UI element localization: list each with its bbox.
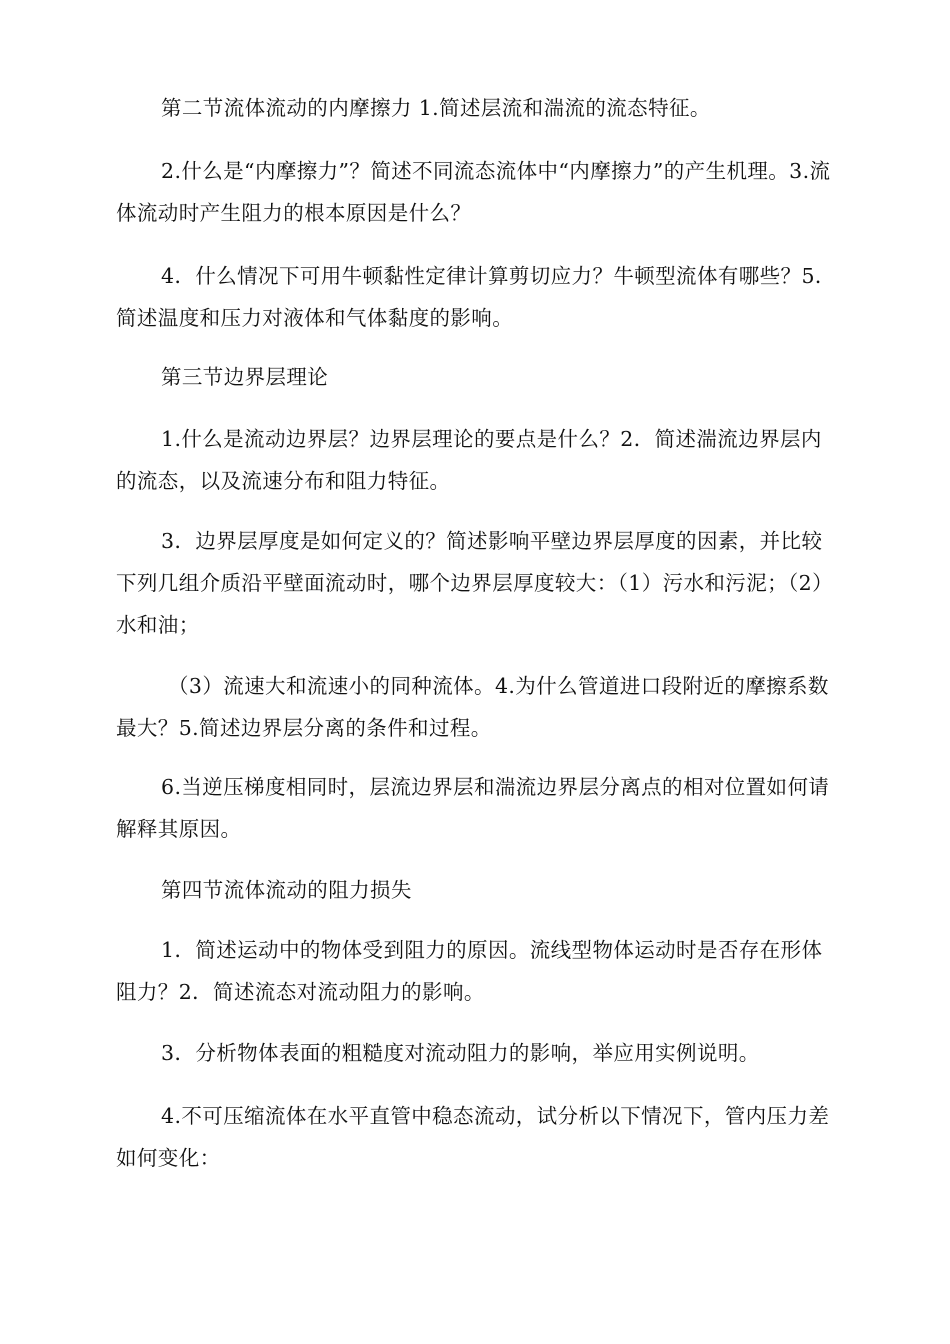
paragraph-section4-heading: 第四节流体流动的阻力损失 bbox=[161, 878, 412, 902]
paragraph-question-2: 2.什么是“内摩擦力”？简述不同流态流体中“内摩擦力”的产生机理。3.流体流动时产生阻力的根本原因是什么？ bbox=[116, 159, 831, 225]
paragraph-section3-q1-q2: 1.什么是流动边界层？边界层理论的要点是什么？2．简述湍流边界层内的流态，以及流速分布和阻力特征。 bbox=[116, 427, 822, 493]
paragraph-question-4-5: 4．什么情况下可用牛顿黏性定律计算剪切应力？牛顿型流体有哪些？5．简述温度和压力对液体和气体黏度的影响。 bbox=[116, 264, 836, 330]
paragraph-section3-q3-cont: （3）流速大和流速小的同种流体。4.为什么管道进口段附近的摩擦系数最大？5.简述边界层分离的条件和过程。 bbox=[116, 674, 829, 740]
paragraph-section3-q3: 3．边界层厚度是如何定义的？简述影响平壁边界层厚度的因素，并比较下列几组介质沿平壁面流动时，哪个边界层厚度较大：（1）污水和污泥；（2）水和油； bbox=[116, 529, 833, 637]
paragraph-section3-q6: 6.当逆压梯度相同时，层流边界层和湍流边界层分离点的相对位置如何请解释其原因。 bbox=[116, 775, 830, 841]
paragraph-section4-q3: 3．分析物体表面的粗糙度对流动阻力的影响，举应用实例说明。 bbox=[161, 1041, 760, 1065]
paragraph-section4-q1-q2: 1．简述运动中的物体受到阻力的原因。流线型物体运动时是否存在形体阻力？2．简述流态对流动阻力的影响。 bbox=[116, 938, 823, 1004]
paragraph-section3-heading: 第三节边界层理论 bbox=[161, 365, 329, 389]
paragraph-section2-heading: 第二节流体流动的内摩擦力 1.简述层流和湍流的流态特征。 bbox=[161, 96, 711, 120]
paragraph-section4-q4: 4.不可压缩流体在水平直管中稳态流动，试分析以下情况下，管内压力差如何变化： bbox=[116, 1104, 830, 1170]
